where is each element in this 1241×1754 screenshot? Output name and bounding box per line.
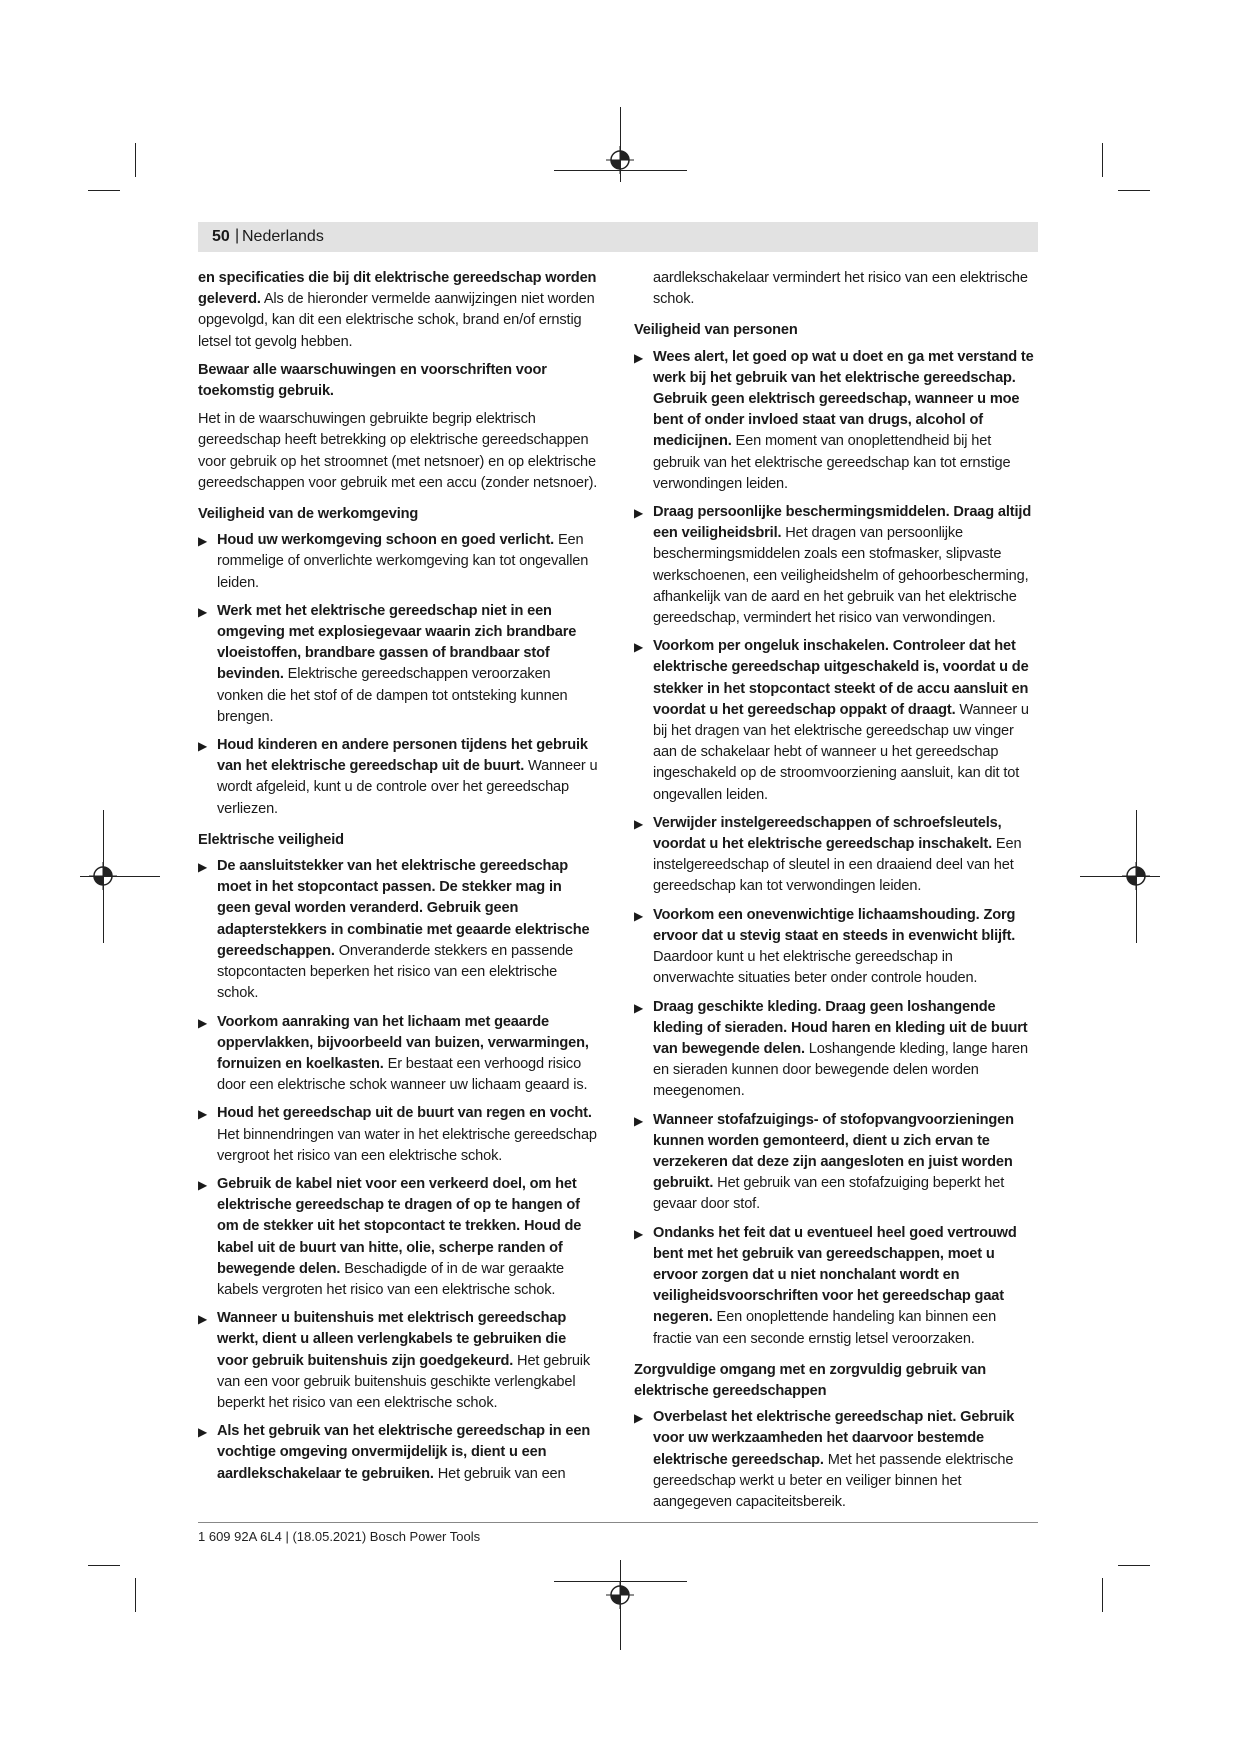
bullet-icon: ▶ [198,1312,208,1327]
list-item: ▶ Ondanks het feit dat u eventueel heel goed vertrouwd bent met het gebruik van gereedschappen, moet u ervoor zorgen dat u niet nonchalant wordt en veiligheidsvoorschriften voor het gereedschap gaat negeren. Een onoplettende handeling kan binnen een fractie van een seconde ernstig letsel veroorzaken. [634,1224,1017,1347]
bullet-icon: ▶ [634,506,644,521]
bullet-icon: ▶ [634,640,644,655]
list-item: ▶ Voorkom een onevenwichtige lichaamshouding. Zorg ervoor dat u stevig staat en steeds in evenwicht blijft. Daardoor kunt u het elektrische gereedschap in onverwachte situaties beter onder controle houden. [634,906,1016,987]
list-item: ▶ Draag persoonlijke beschermingsmiddelen. Draag altijd een veiligheidsbril. Het dragen van persoonlijke beschermingsmiddelen zoals een stofmasker, slipvaste werkschoenen, een veiligheidshelm of gehoorbescherming, afhankelijk van de aard en het gebruik van het elektrische gereedschap, vermindert het risico van verwondingen. [634,504,1032,627]
bullet-icon: ▶ [198,860,208,875]
bullet-icon: ▶ [198,604,208,619]
section-heading-care: Zorgvuldige omgang met en zorgvuldig gebruik van elektrische gereedschappen [634,1361,987,1399]
list-item: ▶ Voorkom aanraking van het lichaam met geaarde oppervlakken, bijvoorbeeld van buizen, verwarmingen, fornuizen en koelkasten. Er bestaat een verhoogd risico door een elektrische schok wanneer uw lichaam geaard is. [198,1013,589,1094]
crop-mark [1102,143,1103,177]
bullet-icon: ▶ [198,534,208,549]
registration-target-icon [606,146,634,174]
list-item: ▶ Als het gebruik van het elektrische gereedschap in een vochtige omgeving onvermijdelijk is, dient u een aardlekschakelaar te gebruiken. Het gebruik van een [198,1423,591,1482]
header-language: Nederlands [242,228,324,245]
right-column [634,268,1034,1520]
crop-mark [1118,1565,1150,1566]
page-number: 50 [212,228,230,245]
bullet-icon: ▶ [634,1226,644,1241]
bullet-icon: ▶ [198,1177,208,1192]
crop-mark [1102,1578,1103,1612]
bullet-icon: ▶ [198,1015,208,1030]
crop-mark [88,190,120,191]
bullet-icon: ▶ [634,1411,644,1426]
crop-mark [88,1565,120,1566]
list-item: ▶ Werk met het elektrische gereedschap niet in een omgeving met explosiegevaar waarin zich brandbare vloeistoffen, brandbare gassen of brandbaar stof bevinden. Elektrische gereedschappen veroorzaken vonken die het stof of de dampen tot ontsteking kunnen brengen. [198,602,577,725]
continued-paragraph: aardlekschakelaar vermindert het risico van een elektrische schok. [653,270,1028,308]
list-item: ▶ Verwijder instelgereedschappen of schroefsleutels, voordat u het elektrische gereedschap inschakelt. Een instelgereedschap of sleutel in een draaiend deel van het gereedschap kan tot verwondingen leiden. [634,814,1022,895]
list-item: ▶ Wanneer u buitenshuis met elektrisch gereedschap werkt, dient u alleen verlengkabels te gebruiken die voor gebruik buitenshuis zijn goedgekeurd. Het gebruik van een voor gebruik buitenshuis geschikte verlengkabel beperkt het risico van een elektrische schok. [198,1310,591,1411]
list-item: ▶ Gebruik de kabel niet voor een verkeerd doel, om het elektrische gereedschap te dragen of op te hangen of om de stekker uit het stopcontact te trekken. Houd de kabel uit de buurt van hitte, olie, scherpe randen of bewegende delen. Beschadigde of in de war geraakte kabels vergroten het risico van een elektrische schok. [198,1175,582,1298]
registration-target-icon [89,862,117,890]
left-column [198,268,598,1492]
section-heading-work-area: Veiligheid van de werkomgeving [198,506,419,523]
footer-divider [198,1522,1038,1523]
bullet-icon: ▶ [198,1425,208,1440]
list-item: ▶ Wanneer stofafzuigings- of stofopvangvoorzieningen kunnen worden gemonteerd, dient u zich ervan te verzekeren dat deze zijn aangesloten en juist worden gebruikt. Het gebruik van een stofafzuiging beperkt het gevaar door stof. [634,1111,1014,1213]
crop-mark [135,143,136,177]
page-header [198,222,1038,252]
list-item: ▶ Overbelast het elektrische gereedschap niet. Gebruik voor uw werkzaamheden het daarvoor bestemde elektrische gereedschap. Met het passende elektrische gereedschap werkt u beter en veiliger binnen het aangegeven capaciteitsbereik. [634,1409,1015,1510]
registration-target-icon [1122,862,1150,890]
list-item: ▶ Draag geschikte kleding. Draag geen loshangende kleding of sieraden. Houd haren en kleding uit de buurt van bewegende delen. Loshangende kleding, lange haren en sieraden kunnen door bewegende delen worden meegenomen. [634,998,1028,1100]
header-separator: | [235,227,240,244]
bullet-icon: ▶ [198,1107,208,1122]
definition-paragraph: Het in de waarschuwingen gebruikte begrip elektrisch gereedschap heeft betrekking op elektrische gereedschappen voor gebruik op het stroomnet (met netsnoer) en op elektrische gereedschappen voor gebruik met een accu (zonder netsnoer). [198,411,598,491]
crop-mark [135,1578,136,1612]
keep-instructions: Bewaar alle waarschuwingen en voorschriften voor toekomstig gebruik. [198,361,547,400]
list-item: ▶ Wees alert, let goed op wat u doet en ga met verstand te werk bij het gebruik van het elektrische gereedschap. Gebruik geen elektrisch gereedschap, wanneer u moe bent of onder invloed staat van drugs, alcohol of medicijnen. Een moment van onoplettendheid bij het gebruik van het elektrische gereedschap kan tot ernstige verwondingen leiden. [634,348,1034,492]
bullet-icon: ▶ [634,350,644,365]
list-item: ▶ Houd het gereedschap uit de buurt van regen en vocht. Het binnendringen van water in het elektrische gereedschap vergroot het risico van een elektrische schok. [198,1105,597,1164]
bullet-icon: ▶ [198,739,208,754]
page-footer: 1 609 92A 6L4 | (18.05.2021) Bosch Power Tools [198,1529,481,1544]
list-item: ▶ Voorkom per ongeluk inschakelen. Controleer dat het elektrische gereedschap uitgeschakeld is, voordat u de stekker in het stopcontact steekt of de accu aansluit en voordat u het gereedschap oppakt of draagt. Wanneer u bij het dragen van het elektrische gereedschap uw vinger aan de schakelaar hebt of wanneer u het gereedschap ingeschakeld op de stroomvoorziening aansluit, kan dit tot ongevallen leiden. [634,638,1029,803]
bullet-icon: ▶ [634,816,644,831]
list-item: ▶ Houd kinderen en andere personen tijdens het gebruik van het elektrische gereedschap uit de buurt. Wanneer u wordt afgeleid, kunt u de controle over het gereedschap verliezen. [198,737,598,817]
list-item: ▶ Houd uw werkomgeving schoon en goed verlicht. Een rommelige of onverlichte werkomgeving kan tot ongevallen leiden. [198,532,589,591]
bullet-icon: ▶ [634,1113,644,1128]
bullet-icon: ▶ [634,1000,644,1015]
crop-mark [1118,190,1150,191]
registration-target-icon [606,1581,634,1609]
bullet-icon: ▶ [634,908,644,923]
list-item: ▶ De aansluitstekker van het elektrische gereedschap moet in het stopcontact passen. De stekker mag in geen geval worden veranderd. Gebruik geen adapterstekkers in combinatie met geaarde elektrische gereedschappen. Onveranderde stekkers en passende stopcontacten beperken het risico van een elektrische schok. [198,858,590,1002]
section-heading-electrical: Elektrische veiligheid [198,831,344,848]
intro-paragraph: en specificaties die bij dit elektrische gereedschap worden geleverd. Als de hieronder vermelde aanwijzingen niet worden opgevolgd, kan dit een elektrische schok, brand en/of ernstig letsel tot gevolg hebben. [198,270,597,350]
section-heading-persons: Veiligheid van personen [634,322,798,339]
